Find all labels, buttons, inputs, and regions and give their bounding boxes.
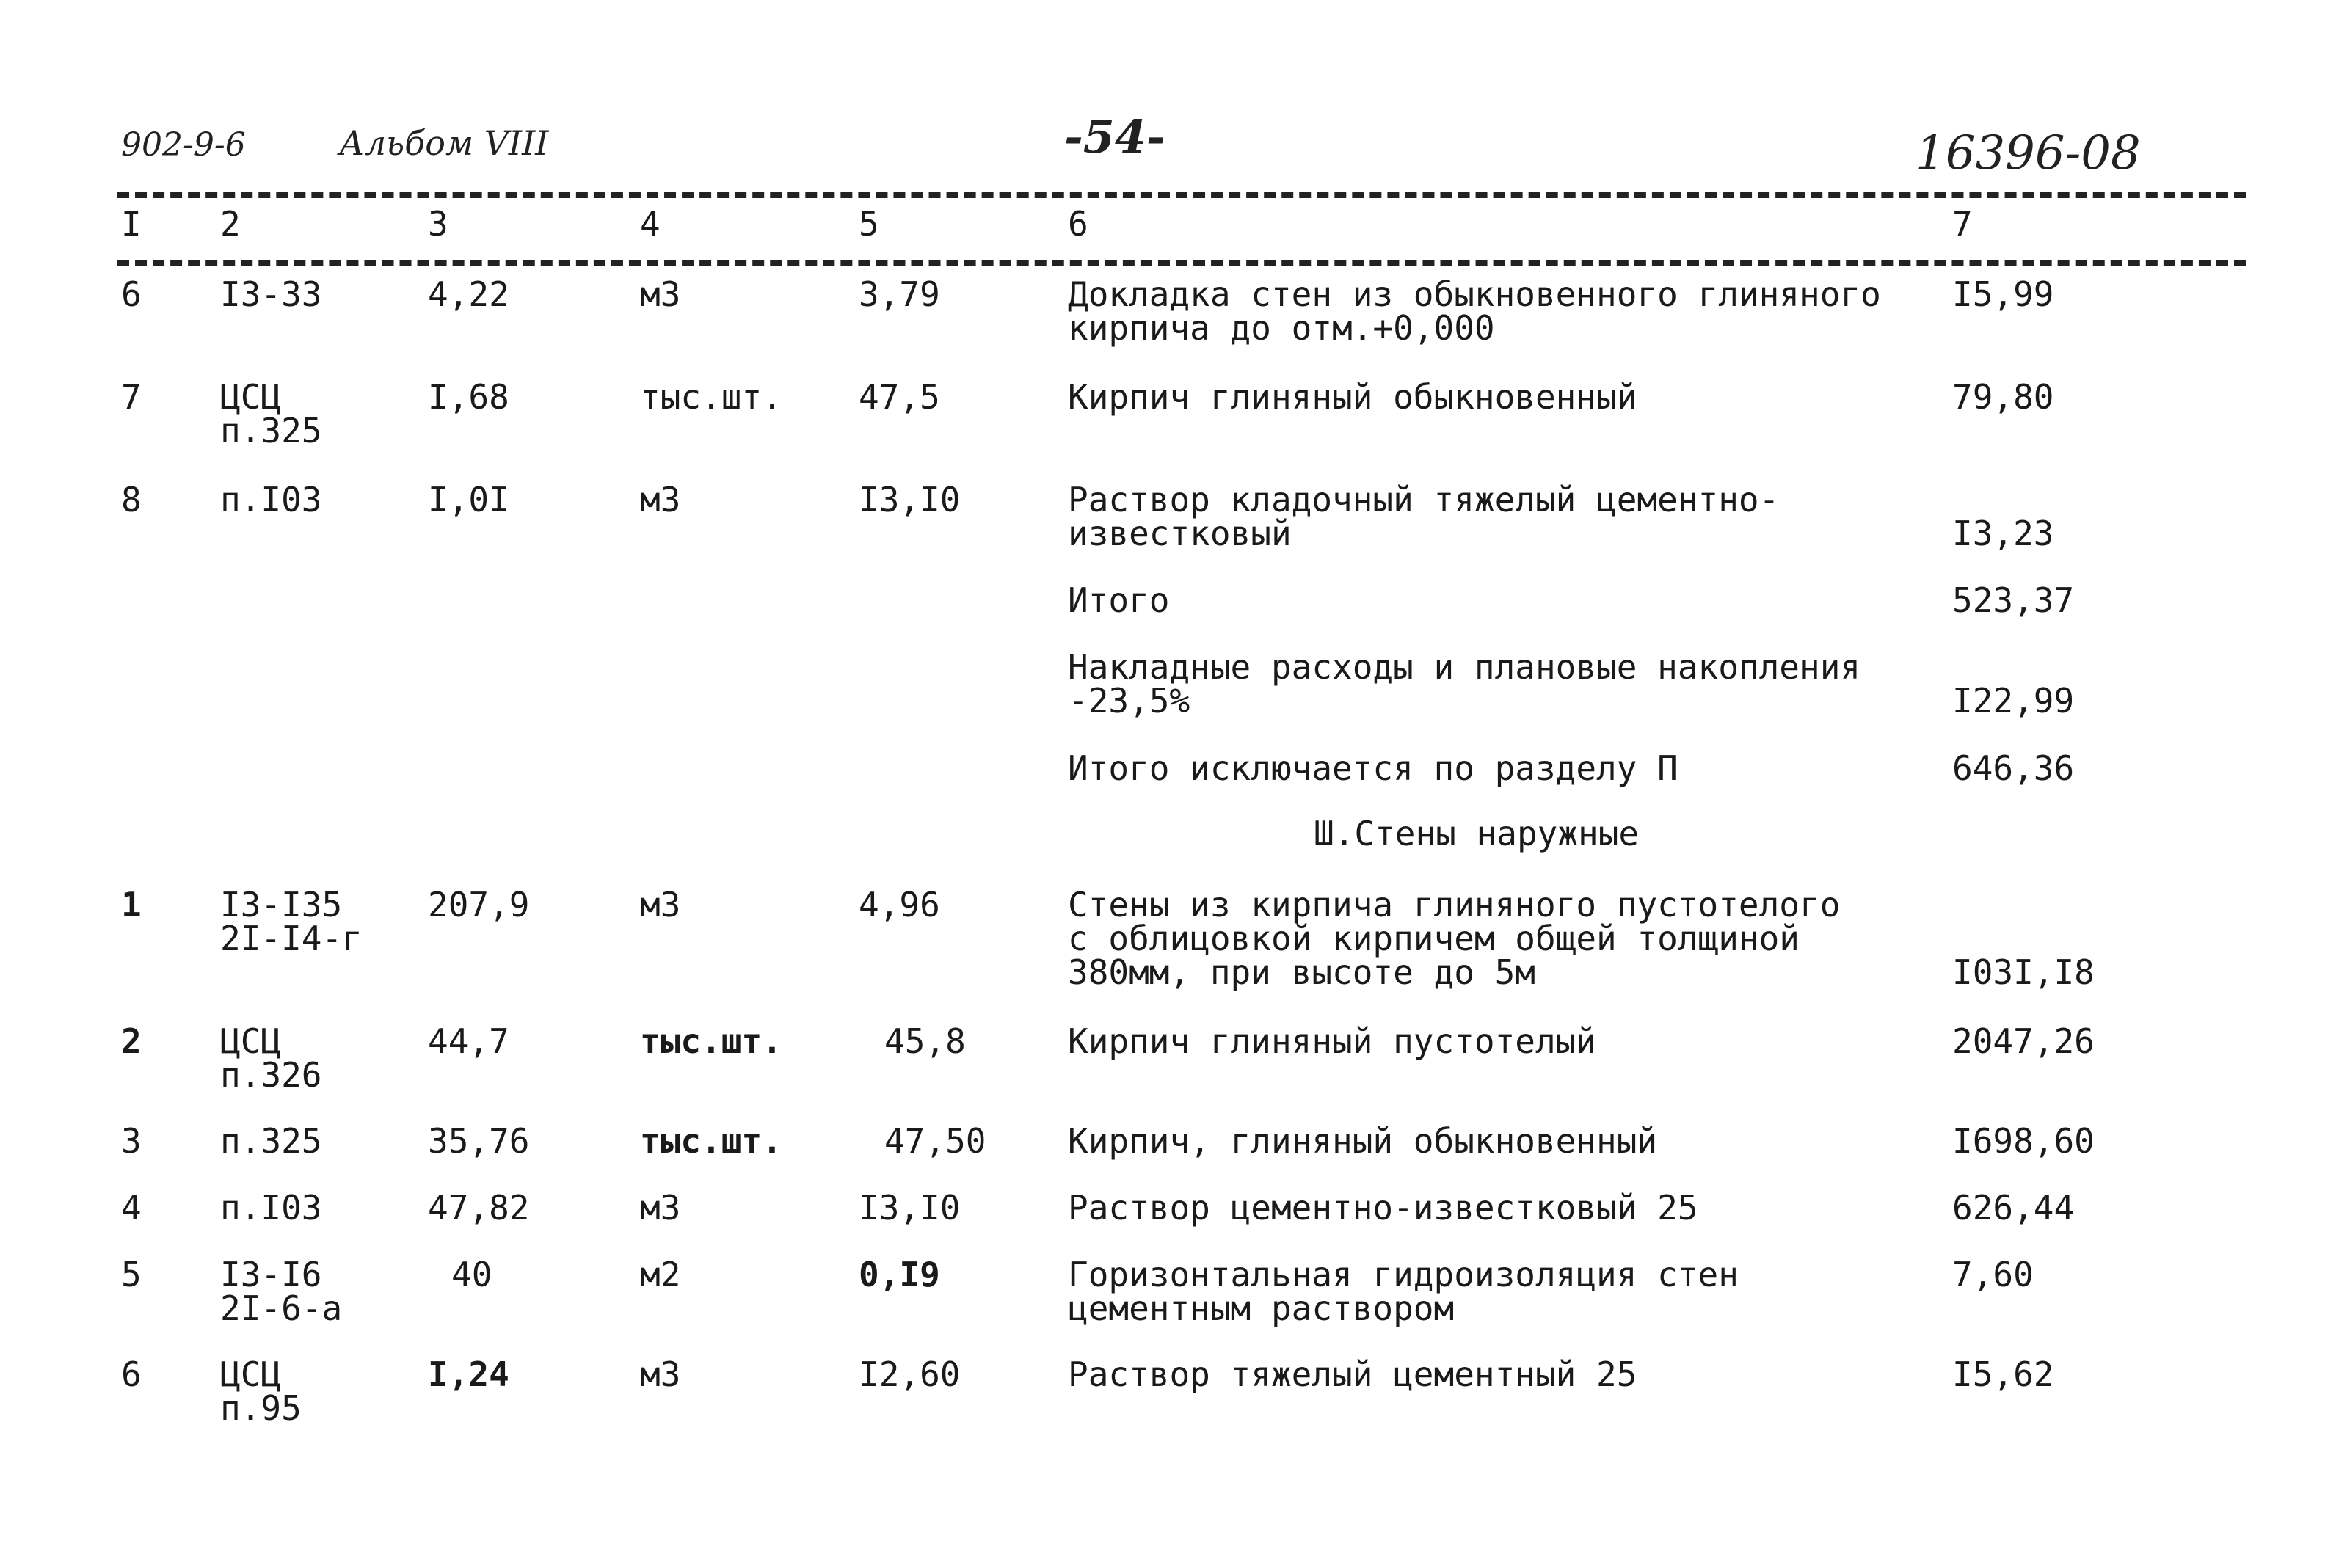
row-total: I698,60 (1952, 1121, 2095, 1161)
row-description: Раствор тяжелый цементный 25 (1068, 1354, 1637, 1394)
row-code: I3-33 (220, 274, 322, 314)
row-code: ЦСЦ п.326 (220, 1021, 322, 1095)
summary-label: Итого исключается по разделу П (1068, 748, 1678, 788)
row-unit: м3 (640, 480, 681, 519)
row-code: п.I03 (220, 1188, 322, 1228)
column-header-4: 4 (640, 204, 661, 244)
row-quantity: I,24 (428, 1354, 509, 1394)
row-price: 45,8 (884, 1021, 966, 1061)
header-bottom-rule (117, 260, 2246, 266)
row-price: I3,I0 (859, 480, 961, 519)
page-number: -54- (1064, 110, 1165, 164)
row-total: I3,23 (1952, 514, 2054, 553)
row-unit: м3 (640, 1188, 681, 1228)
row-quantity: 44,7 (428, 1021, 509, 1061)
row-description: Горизонтальная гидроизоляция стен цементным раствором (1068, 1255, 1739, 1328)
row-price: 4,96 (859, 885, 940, 925)
summary-value: I22,99 (1952, 681, 2075, 721)
row-quantity: I,0I (428, 480, 509, 519)
column-header-1: I (121, 204, 142, 244)
row-number: 6 (121, 274, 142, 314)
summary-value: 646,36 (1952, 748, 2075, 788)
column-header-7: 7 (1952, 204, 1973, 244)
row-unit: тыс.шт. (640, 377, 782, 417)
row-unit: м3 (640, 885, 681, 925)
row-unit: м3 (640, 274, 681, 314)
row-total: 626,44 (1952, 1188, 2075, 1228)
row-number: 8 (121, 480, 142, 519)
summary-label: Накладные расходы и плановые накопления -23,5% (1068, 647, 1861, 721)
row-description: Кирпич глиняный обыкновенный (1068, 377, 1637, 417)
row-unit: м3 (640, 1354, 681, 1394)
row-quantity: 207,9 (428, 885, 530, 925)
row-description: Докладка стен из обыкновенного глиняного кирпича до отм.+0,000 (1068, 274, 1881, 348)
row-price: 0,I9 (859, 1255, 940, 1294)
document-code: 902-9-6 (121, 126, 246, 164)
summary-label: Итого (1068, 580, 1170, 620)
row-unit: тыс.шт. (640, 1021, 782, 1061)
row-quantity: 40 (451, 1255, 492, 1294)
document-number: 16396-08 (1916, 126, 2141, 180)
row-total: 7,60 (1952, 1255, 2034, 1294)
row-total: I5,62 (1952, 1354, 2054, 1394)
row-quantity: 4,22 (428, 274, 509, 314)
row-number: 7 (121, 377, 142, 417)
row-total: 79,80 (1952, 377, 2054, 417)
column-header-3: 3 (428, 204, 448, 244)
row-total: I03I,I8 (1952, 952, 2095, 992)
row-description: Стены из кирпича глиняного пустотелого с облицовкой кирпичем общей толщиной 380мм, при высоте до 5м (1068, 885, 1841, 992)
row-price: I2,60 (859, 1354, 961, 1394)
row-quantity: 35,76 (428, 1121, 530, 1161)
row-description: Кирпич глиняный пустотелый (1068, 1021, 1597, 1061)
row-number: 4 (121, 1188, 142, 1228)
album-label: Альбом VIII (339, 123, 549, 163)
section-title: Ш.Стены наружные (1314, 814, 1640, 853)
row-code: ЦСЦ п.325 (220, 377, 322, 451)
row-description: Кирпич, глиняный обыкновенный (1068, 1121, 1658, 1161)
column-header-6: 6 (1068, 204, 1088, 244)
row-number: 1 (121, 885, 142, 925)
column-header-5: 5 (859, 204, 879, 244)
row-price: I3,I0 (859, 1188, 961, 1228)
row-code: п.325 (220, 1121, 322, 1161)
row-code: п.I03 (220, 480, 322, 519)
row-total: 2047,26 (1952, 1021, 2095, 1061)
row-unit: м2 (640, 1255, 681, 1294)
header-top-rule (117, 192, 2246, 198)
row-number: 6 (121, 1354, 142, 1394)
row-unit: тыс.шт. (640, 1121, 782, 1161)
row-number: 5 (121, 1255, 142, 1294)
row-quantity: I,68 (428, 377, 509, 417)
row-total: I5,99 (1952, 274, 2054, 314)
row-description: Раствор цементно-известковый 25 (1068, 1188, 1698, 1228)
row-code: ЦСЦ п.95 (220, 1354, 302, 1428)
row-number: 3 (121, 1121, 142, 1161)
row-price: 47,50 (884, 1121, 986, 1161)
row-price: 47,5 (859, 377, 940, 417)
summary-value: 523,37 (1952, 580, 2075, 620)
row-code: I3-I35 2I-I4-г (220, 885, 363, 958)
row-price: 3,79 (859, 274, 940, 314)
column-header-2: 2 (220, 204, 241, 244)
row-description: Раствор кладочный тяжелый цементно- известковый (1068, 480, 1780, 553)
row-code: I3-I6 2I-6-а (220, 1255, 343, 1328)
row-quantity: 47,82 (428, 1188, 530, 1228)
row-number: 2 (121, 1021, 142, 1061)
